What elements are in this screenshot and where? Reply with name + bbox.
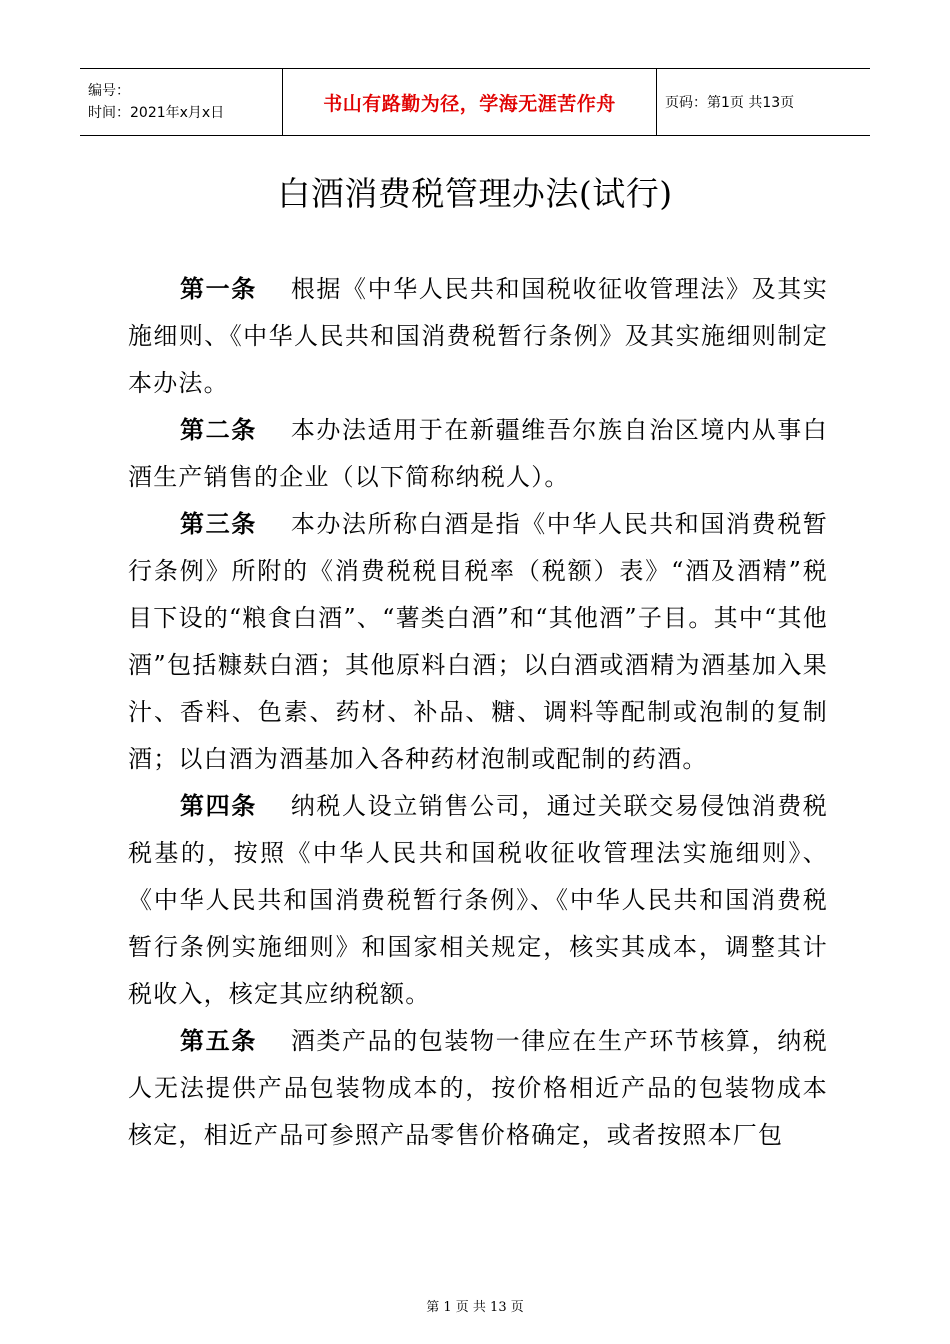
article-label: 第三条 [180,510,257,538]
article-paragraph [128,501,828,783]
article-label: 第五条 [180,1027,257,1055]
header-page-info-cell [657,69,870,135]
article-text: 本办法适用于在新疆维吾尔族自治区境内从事白酒生产销售的企业（以下简称纳税人）。 [128,416,828,491]
article-paragraph [128,407,828,501]
article-label: 第四条 [180,792,257,820]
document-body [128,266,828,1159]
document-number-label: 编号： [88,83,130,99]
article-paragraph [128,783,828,1018]
article-text: 酒类产品的包装物一律应在生产环节核算，纳税人无法提供产品包装物成本的，按价格相近产品的包装物成本核定，相近产品可参照产品零售价格确定，或者按照本厂包 [128,1027,828,1149]
article-text: 根据《中华人民共和国税收征收管理法》及其实施细则、《中华人民共和国消费税暂行条例》及其实施细则制定本办法。 [128,275,828,397]
header-motto: 书山有路勤为径，学海无涯苦作舟 [323,92,616,115]
article-paragraph [128,1018,828,1159]
document-title: 白酒消费税管理办法(试行) [277,174,673,213]
article-label: 第一条 [180,275,257,303]
header-meta [80,69,282,135]
article-text: 纳税人设立销售公司，通过关联交易侵蚀消费税税基的，按照《中华人民共和国税收征收管理法实施细则》、《中华人民共和国消费税暂行条例》、《中华人民共和国消费税暂行条例实施细则》和国家相关规定，核实其成本，调整其计税收入，核定其应纳税额。 [128,792,828,1008]
page-footer: 第 1 页 共 13 页 [426,1300,524,1315]
article-text: 本办法所称白酒是指《中华人民共和国消费税暂行条例》所附的《消费税税目税率（税额）表》“酒及酒精”税目下设的“粮食白酒”、“薯类白酒”和“其他酒”子目。其中“其他酒”包括糠麸白酒；其他原料白酒；以白酒或酒精为酒基加入果汁、香料、色素、药材、补品、糖、调料等配制或泡制的复制酒；以白酒为酒基加入各种药材泡制或配制的药酒。 [128,510,828,773]
page-header [80,68,870,136]
header-motto-cell [282,69,657,135]
document-date-label: 时间：2021年x月x日 [88,105,225,121]
article-label: 第二条 [180,416,257,444]
header-page-info: 页码：第1页 共13页 [665,95,795,111]
article-paragraph [128,266,828,407]
